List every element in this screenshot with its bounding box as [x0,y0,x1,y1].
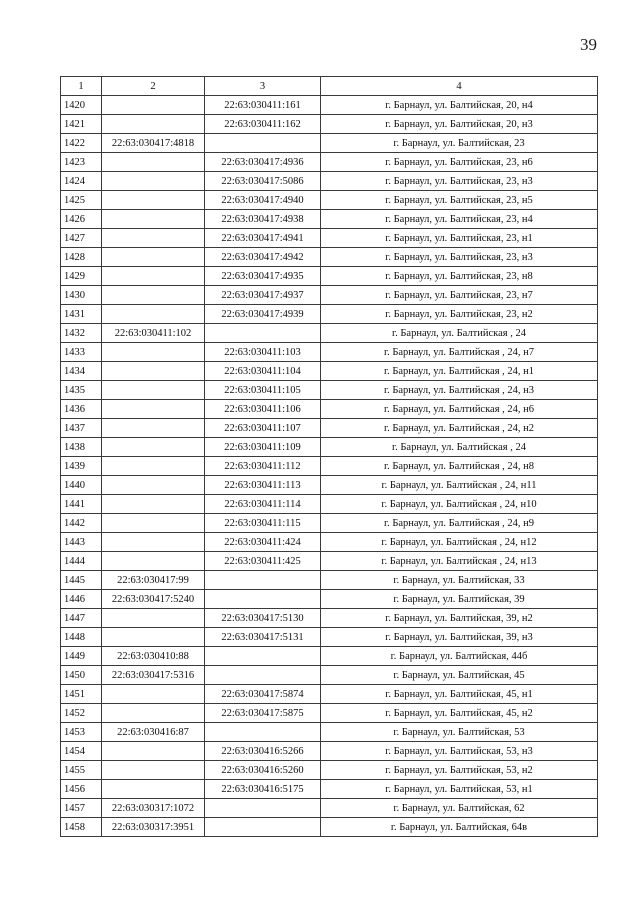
cadastral-number-cell [102,476,205,495]
table-row [61,571,598,590]
address-cell: г. Барнаул, ул. Балтийская , 24, н6 [321,400,598,419]
address-cell: г. Барнаул, ул. Балтийская, 39, н2 [321,609,598,628]
address-cell: г. Барнаул, ул. Балтийская, 23 [321,134,598,153]
row-number-cell: 1432 [61,324,102,343]
row-number-cell: 1449 [61,647,102,666]
cadastral-number-cell [102,609,205,628]
cadastral-number-cell [102,419,205,438]
row-number-cell: 1437 [61,419,102,438]
cadastral-number-cell [102,533,205,552]
table-header [61,77,598,96]
premises-cadastral-number-cell: 22:63:030417:4937 [205,286,321,305]
row-number-cell: 1440 [61,476,102,495]
address-cell: г. Барнаул, ул. Балтийская, 53 [321,723,598,742]
cadastral-number-cell [102,742,205,761]
row-number-cell: 1435 [61,381,102,400]
row-number-cell: 1438 [61,438,102,457]
column-header-3: 3 [205,77,321,96]
cadastral-number-cell: 22:63:030416:87 [102,723,205,742]
row-number-cell: 1450 [61,666,102,685]
row-number-cell: 1448 [61,628,102,647]
cadastral-number-cell [102,210,205,229]
row-number-cell: 1441 [61,495,102,514]
row-number-cell: 1444 [61,552,102,571]
table-row [61,96,598,115]
table-row [61,381,598,400]
address-cell: г. Барнаул, ул. Балтийская, 23, н2 [321,305,598,324]
row-number-cell: 1452 [61,704,102,723]
premises-cadastral-number-cell: 22:63:030417:4939 [205,305,321,324]
address-cell: г. Барнаул, ул. Балтийская , 24, н12 [321,533,598,552]
premises-cadastral-number-cell [205,134,321,153]
row-number-cell: 1425 [61,191,102,210]
address-cell: г. Барнаул, ул. Балтийская , 24, н1 [321,362,598,381]
premises-cadastral-number-cell: 22:63:030416:5266 [205,742,321,761]
table-row [61,115,598,134]
address-cell: г. Барнаул, ул. Балтийская , 24, н7 [321,343,598,362]
address-cell: г. Барнаул, ул. Балтийская, 23, н1 [321,229,598,248]
address-cell: г. Барнаул, ул. Балтийская, 45, н1 [321,685,598,704]
premises-cadastral-number-cell: 22:63:030411:114 [205,495,321,514]
cadastral-number-cell: 22:63:030410:88 [102,647,205,666]
cadastral-number-cell [102,685,205,704]
address-cell: г. Барнаул, ул. Балтийская, 53, н2 [321,761,598,780]
premises-cadastral-number-cell: 22:63:030417:5131 [205,628,321,647]
premises-cadastral-number-cell: 22:63:030417:4941 [205,229,321,248]
row-number-cell: 1445 [61,571,102,590]
table-row [61,267,598,286]
cadastral-number-cell [102,514,205,533]
table-row [61,438,598,457]
cadastral-number-cell [102,495,205,514]
cadastral-number-cell [102,704,205,723]
premises-cadastral-number-cell [205,818,321,837]
table-row [61,134,598,153]
row-number-cell: 1453 [61,723,102,742]
address-cell: г. Барнаул, ул. Балтийская, 20, н4 [321,96,598,115]
cadastral-number-cell [102,628,205,647]
premises-cadastral-number-cell: 22:63:030417:5874 [205,685,321,704]
premises-cadastral-number-cell: 22:63:030411:162 [205,115,321,134]
table-row [61,457,598,476]
row-number-cell: 1424 [61,172,102,191]
premises-cadastral-number-cell: 22:63:030417:5130 [205,609,321,628]
cadastral-number-cell [102,153,205,172]
premises-cadastral-number-cell: 22:63:030417:4938 [205,210,321,229]
row-number-cell: 1429 [61,267,102,286]
table-row [61,419,598,438]
table-row [61,761,598,780]
address-cell: г. Барнаул, ул. Балтийская, 23, н7 [321,286,598,305]
table-row [61,229,598,248]
premises-cadastral-number-cell [205,571,321,590]
row-number-cell: 1431 [61,305,102,324]
table-row [61,799,598,818]
row-number-cell: 1443 [61,533,102,552]
address-cell: г. Барнаул, ул. Балтийская, 23, н3 [321,172,598,191]
premises-cadastral-number-cell: 22:63:030411:109 [205,438,321,457]
row-number-cell: 1458 [61,818,102,837]
address-cell: г. Барнаул, ул. Балтийская , 24, н13 [321,552,598,571]
column-header-1: 1 [61,77,102,96]
table-row [61,362,598,381]
premises-cadastral-number-cell: 22:63:030411:107 [205,419,321,438]
address-cell: г. Барнаул, ул. Балтийская, 23, н3 [321,248,598,267]
row-number-cell: 1427 [61,229,102,248]
row-number-cell: 1439 [61,457,102,476]
address-cell: г. Барнаул, ул. Балтийская, 45 [321,666,598,685]
row-number-cell: 1455 [61,761,102,780]
premises-cadastral-number-cell: 22:63:030417:5875 [205,704,321,723]
table-row [61,685,598,704]
table-row [61,818,598,837]
table-row [61,609,598,628]
cadastral-number-cell [102,267,205,286]
table-row [61,590,598,609]
row-number-cell: 1423 [61,153,102,172]
cadastral-number-cell [102,438,205,457]
address-cell: г. Барнаул, ул. Балтийская , 24 [321,324,598,343]
premises-cadastral-number-cell: 22:63:030411:161 [205,96,321,115]
table-row [61,780,598,799]
table-row [61,305,598,324]
table-row [61,153,598,172]
address-cell: г. Барнаул, ул. Балтийская , 24, н11 [321,476,598,495]
table-row [61,495,598,514]
premises-cadastral-number-cell: 22:63:030411:105 [205,381,321,400]
row-number-cell: 1426 [61,210,102,229]
premises-cadastral-number-cell: 22:63:030417:4942 [205,248,321,267]
table-row [61,286,598,305]
cadastral-number-cell: 22:63:030417:99 [102,571,205,590]
table-row [61,533,598,552]
table-row [61,723,598,742]
address-cell: г. Барнаул, ул. Балтийская , 24, н3 [321,381,598,400]
table-row [61,343,598,362]
address-cell: г. Барнаул, ул. Балтийская, 64в [321,818,598,837]
row-number-cell: 1430 [61,286,102,305]
premises-cadastral-number-cell: 22:63:030411:424 [205,533,321,552]
table-row [61,476,598,495]
premises-cadastral-number-cell: 22:63:030417:4940 [205,191,321,210]
premises-cadastral-number-cell [205,590,321,609]
row-number-cell: 1454 [61,742,102,761]
registry-table [60,76,598,837]
address-cell: г. Барнаул, ул. Балтийская, 23, н6 [321,153,598,172]
row-number-cell: 1457 [61,799,102,818]
cadastral-number-cell: 22:63:030417:4818 [102,134,205,153]
address-cell: г. Барнаул, ул. Балтийская , 24, н10 [321,495,598,514]
header-row [61,77,598,96]
cadastral-number-cell [102,761,205,780]
cadastral-number-cell: 22:63:030317:3951 [102,818,205,837]
premises-cadastral-number-cell [205,666,321,685]
address-cell: г. Барнаул, ул. Балтийская , 24, н9 [321,514,598,533]
table-row [61,647,598,666]
premises-cadastral-number-cell: 22:63:030416:5175 [205,780,321,799]
premises-cadastral-number-cell: 22:63:030411:112 [205,457,321,476]
row-number-cell: 1442 [61,514,102,533]
cadastral-number-cell: 22:63:030417:5316 [102,666,205,685]
row-number-cell: 1421 [61,115,102,134]
table-row [61,742,598,761]
address-cell: г. Барнаул, ул. Балтийская, 33 [321,571,598,590]
address-cell: г. Барнаул, ул. Балтийская, 53, н1 [321,780,598,799]
table-row [61,400,598,419]
table-body [61,96,598,837]
cadastral-number-cell [102,400,205,419]
address-cell: г. Барнаул, ул. Балтийская , 24, н8 [321,457,598,476]
premises-cadastral-number-cell: 22:63:030411:106 [205,400,321,419]
cadastral-number-cell: 22:63:030417:5240 [102,590,205,609]
premises-cadastral-number-cell [205,723,321,742]
cadastral-number-cell [102,343,205,362]
column-header-2: 2 [102,77,205,96]
premises-cadastral-number-cell [205,799,321,818]
address-cell: г. Барнаул, ул. Балтийская, 20, н3 [321,115,598,134]
page-number: 39 [580,35,597,54]
address-cell: г. Барнаул, ул. Балтийская , 24 [321,438,598,457]
premises-cadastral-number-cell: 22:63:030411:425 [205,552,321,571]
address-cell: г. Барнаул, ул. Балтийская, 53, н3 [321,742,598,761]
premises-cadastral-number-cell: 22:63:030411:104 [205,362,321,381]
table-row [61,704,598,723]
column-header-4: 4 [321,77,598,96]
row-number-cell: 1446 [61,590,102,609]
cadastral-number-cell [102,457,205,476]
address-cell: г. Барнаул, ул. Балтийская, 44б [321,647,598,666]
row-number-cell: 1422 [61,134,102,153]
cadastral-number-cell [102,96,205,115]
premises-cadastral-number-cell: 22:63:030411:103 [205,343,321,362]
cadastral-number-cell [102,191,205,210]
address-cell: г. Барнаул, ул. Балтийская, 23, н5 [321,191,598,210]
cadastral-number-cell [102,780,205,799]
premises-cadastral-number-cell [205,324,321,343]
cadastral-number-cell [102,552,205,571]
cadastral-number-cell [102,286,205,305]
table-row [61,210,598,229]
cadastral-number-cell [102,305,205,324]
table-row [61,666,598,685]
address-cell: г. Барнаул, ул. Балтийская , 24, н2 [321,419,598,438]
row-number-cell: 1451 [61,685,102,704]
table-row [61,628,598,647]
premises-cadastral-number-cell: 22:63:030411:113 [205,476,321,495]
cadastral-number-cell [102,248,205,267]
premises-cadastral-number-cell: 22:63:030417:4936 [205,153,321,172]
premises-cadastral-number-cell: 22:63:030417:5086 [205,172,321,191]
premises-cadastral-number-cell [205,647,321,666]
table-row [61,552,598,571]
row-number-cell: 1434 [61,362,102,381]
table-row [61,248,598,267]
cadastral-number-cell [102,381,205,400]
address-cell: г. Барнаул, ул. Балтийская, 23, н4 [321,210,598,229]
cadastral-number-cell [102,172,205,191]
table-row [61,191,598,210]
cadastral-number-cell [102,229,205,248]
row-number-cell: 1420 [61,96,102,115]
row-number-cell: 1428 [61,248,102,267]
row-number-cell: 1447 [61,609,102,628]
address-cell: г. Барнаул, ул. Балтийская, 39 [321,590,598,609]
row-number-cell: 1456 [61,780,102,799]
premises-cadastral-number-cell: 22:63:030417:4935 [205,267,321,286]
premises-cadastral-number-cell: 22:63:030416:5260 [205,761,321,780]
table-row [61,172,598,191]
cadastral-number-cell [102,362,205,381]
row-number-cell: 1433 [61,343,102,362]
address-cell: г. Барнаул, ул. Балтийская, 23, н8 [321,267,598,286]
cadastral-number-cell: 22:63:030317:1072 [102,799,205,818]
table-row [61,324,598,343]
premises-cadastral-number-cell: 22:63:030411:115 [205,514,321,533]
address-cell: г. Барнаул, ул. Балтийская, 45, н2 [321,704,598,723]
cadastral-number-cell [102,115,205,134]
row-number-cell: 1436 [61,400,102,419]
address-cell: г. Барнаул, ул. Балтийская, 39, н3 [321,628,598,647]
address-cell: г. Барнаул, ул. Балтийская, 62 [321,799,598,818]
table-row [61,514,598,533]
cadastral-number-cell: 22:63:030411:102 [102,324,205,343]
